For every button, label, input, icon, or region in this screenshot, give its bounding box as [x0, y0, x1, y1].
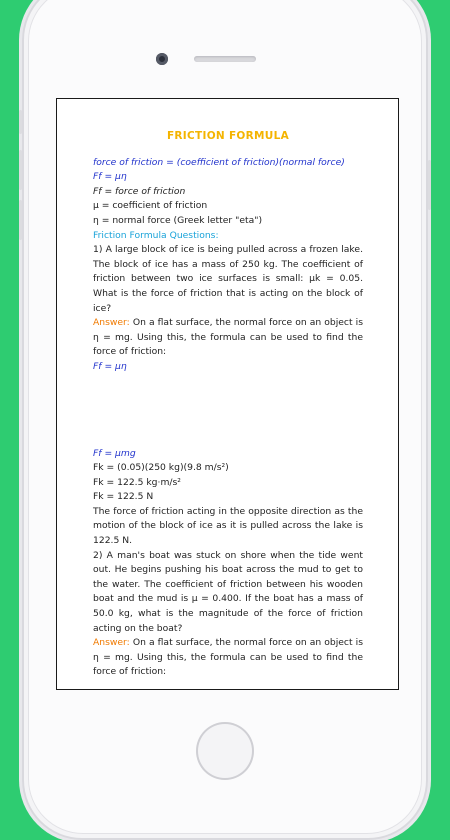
variable-eta: η = normal force (Greek letter "eta") — [93, 214, 263, 226]
question-2: 2) A man's boat was stuck on shore when the tide went out. He begins pushing his boat across the mud to get to the water. The coefficient of friction between his wooden boat and the mud is μ = 0.400. If the boat has a mass of 50.0 kg, what is the magnitude of the force of friction acting on the boat? — [93, 549, 363, 634]
phone-volume-down-button — [19, 200, 22, 240]
formula-friction-repeat: Ff = μη — [93, 360, 127, 372]
answer-2-text: On a flat surface, the normal force on an object is η = mg. Using this, the formula can be used to find the force of friction: — [93, 637, 363, 678]
conclusion-1: The force of friction acting in the opposite direction as the motion of the block of ice as it is pulled across the lake is 122.5 N. — [93, 505, 363, 547]
phone-volume-up-button — [19, 150, 22, 190]
formula-friction-mg: Ff = μmg — [93, 447, 136, 459]
phone-screen — [57, 99, 398, 689]
front-camera-icon — [156, 53, 168, 65]
article-content — [93, 129, 363, 680]
formula-friction: Ff = μη — [93, 171, 127, 183]
answer-label: Answer: — [93, 317, 130, 329]
answer-1-text: On a flat surface, the normal force on an object is η = mg. Using this, the formula can be used to find the force of friction: — [93, 317, 363, 358]
question-1: 1) A large block of ice is being pulled across a frozen lake. The block of ice has a mass of 250 kg. The coefficient of friction between two ice surfaces is small: μk = 0.05. What is the force of friction that is acting on the block of ice? — [93, 244, 363, 314]
answer-2-label: Answer: — [93, 637, 130, 649]
calculation-step-2: Fk = 122.5 kg·m/s² — [93, 476, 181, 488]
phone-power-button — [428, 160, 431, 210]
calculation-step-1: Fk = (0.05)(250 kg)(9.8 m/s²) — [93, 462, 229, 474]
page-title: FRICTION FORMULA — [166, 130, 290, 142]
home-button[interactable] — [196, 722, 254, 780]
answer-1 — [93, 316, 363, 360]
friction-definition: force of friction = (coefficient of friction)(normal force) — [93, 156, 345, 168]
calculation-step-3: Fk = 122.5 N — [93, 491, 154, 503]
variable-mu: μ = coefficient of friction — [93, 200, 208, 212]
questions-heading: Friction Formula Questions: — [93, 229, 219, 241]
blank-space — [93, 375, 363, 447]
variable-ff: Ff = force of friction — [93, 185, 186, 197]
phone-side-button — [19, 110, 22, 134]
earpiece-speaker — [194, 56, 256, 62]
answer-2 — [93, 636, 363, 680]
